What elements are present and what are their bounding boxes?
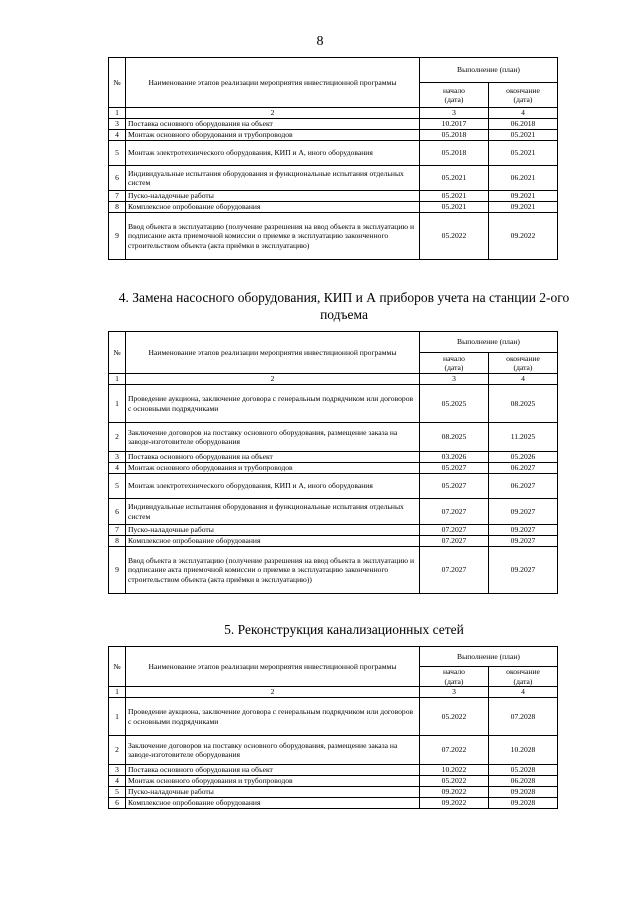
- page-number: 8: [316, 34, 324, 49]
- table-row: 3 Поставка основного оборудования на объект 03.2026 05.2026: [109, 452, 558, 463]
- table-row: 6 Индивидуальные испытания оборудования и функциональные испытания отдельных систем 07.2027 09.2027: [109, 499, 558, 525]
- header-execution: Выполнение (план): [420, 647, 558, 667]
- stages-table-section-5: [108, 646, 558, 809]
- table-row: 4 Монтаж основного оборудования и трубопроводов 05.2022 06.2028: [109, 776, 558, 787]
- table-row: 4 Монтаж основного оборудования и трубопроводов 05.2018 05.2021: [109, 130, 558, 141]
- col-index: 2: [126, 108, 420, 119]
- table-row: 4 Монтаж основного оборудования и трубопроводов 05.2027 06.2027: [109, 463, 558, 474]
- header-no: №: [109, 58, 126, 108]
- table-row: 8 Комплексное опробование оборудования 05.2021 09.2021: [109, 202, 558, 213]
- col-index: 1: [109, 687, 126, 698]
- col-index: 4: [489, 687, 558, 698]
- header-name: Наименование этапов реализации мероприятия инвестиционной программы: [126, 58, 420, 108]
- col-index: 1: [109, 374, 126, 385]
- table-row: 5 Монтаж электротехнического оборудования, КИП и А, иного оборудования 05.2018 05.2021: [109, 141, 558, 166]
- table-row: 8 Комплексное опробование оборудования 07.2027 09.2027: [109, 536, 558, 547]
- table-row: 7 Пуско-наладочные работы 07.2027 09.2027: [109, 525, 558, 536]
- table-row: 2 Заключение договоров на поставку основного оборудования, размещение заказа на заводе-изготовителе оборудования 07.2022 10.2028: [109, 736, 558, 765]
- col-index: 1: [109, 108, 126, 119]
- header-end: окончание (дата): [489, 353, 558, 374]
- header-end: окончание (дата): [489, 83, 558, 108]
- header-end: окончание (дата): [489, 667, 558, 687]
- table-row: 5 Пуско-наладочные работы 09.2022 09.2028: [109, 787, 558, 798]
- col-index: 2: [126, 374, 420, 385]
- stages-table-section-4: [108, 331, 558, 594]
- header-no: №: [109, 332, 126, 374]
- table-row: 1 Проведение аукциона, заключение договора с генеральным подрядчиком или договоров с основными подрядчиками 05.2025 08.2025: [109, 385, 558, 423]
- table-row: 5 Монтаж электротехнического оборудования, КИП и А, иного оборудования 05.2027 06.2027: [109, 474, 558, 499]
- header-start: начало (дата): [420, 353, 489, 374]
- table-row: 9 Ввод объекта в эксплуатацию (получение разрешения на ввод объекта в эксплуатацию и подписание акта приемочной комиссии о приемке в эксплуатацию законченного строительством объекта (акта приёмки в эксплуатацию)) 07.2027 09.2027: [109, 547, 558, 594]
- table-row: 6 Комплексное опробование оборудования 09.2022 09.2028: [109, 798, 558, 809]
- table-row: 2 Заключение договоров на поставку основного оборудования, размещение заказа на заводе-изготовителе оборудования 08.2025 11.2025: [109, 423, 558, 452]
- header-no: №: [109, 647, 126, 687]
- col-index: 3: [420, 687, 489, 698]
- stages-table-1: [108, 57, 558, 260]
- col-index: 4: [489, 108, 558, 119]
- header-name: Наименование этапов реализации мероприятия инвестиционной программы: [126, 332, 420, 374]
- table-row: 1 Проведение аукциона, заключение договора с генеральным подрядчиком или договоров с основными подрядчиками 05.2022 07.2028: [109, 698, 558, 736]
- header-name: Наименование этапов реализации мероприятия инвестиционной программы: [126, 647, 420, 687]
- col-index: 4: [489, 374, 558, 385]
- header-start: начало (дата): [420, 83, 489, 108]
- section-5-title: 5. Реконструкция канализационных сетей: [224, 622, 464, 637]
- table-row: 6 Индивидуальные испытания оборудования и функциональные испытания отдельных систем 05.2021 06.2021: [109, 166, 558, 191]
- section-4-title: 4. Замена насосного оборудования, КИП и А приборов учета на станции 2-ого подъема: [118, 290, 570, 322]
- header-start: начало (дата): [420, 667, 489, 687]
- col-index: 3: [420, 374, 489, 385]
- table-row: 3 Поставка основного оборудования на объект 10.2017 06.2018: [109, 119, 558, 130]
- header-execution: Выполнение (план): [420, 332, 558, 353]
- col-index: 3: [420, 108, 489, 119]
- table-row: 3 Поставка основного оборудования на объект 10.2022 05.2028: [109, 765, 558, 776]
- table-row: 9 Ввод объекта в эксплуатацию (получение разрешения на ввод объекта в эксплуатацию и подписание акта приемочной комиссии о приемке в эксплуатацию законченного строительством объекта (акта приёмки в эксплуатацию) 05.2022 09.2022: [109, 213, 558, 260]
- col-index: 2: [126, 687, 420, 698]
- header-execution: Выполнение (план): [420, 58, 558, 83]
- table-row: 7 Пуско-наладочные работы 05.2021 09.2021: [109, 191, 558, 202]
